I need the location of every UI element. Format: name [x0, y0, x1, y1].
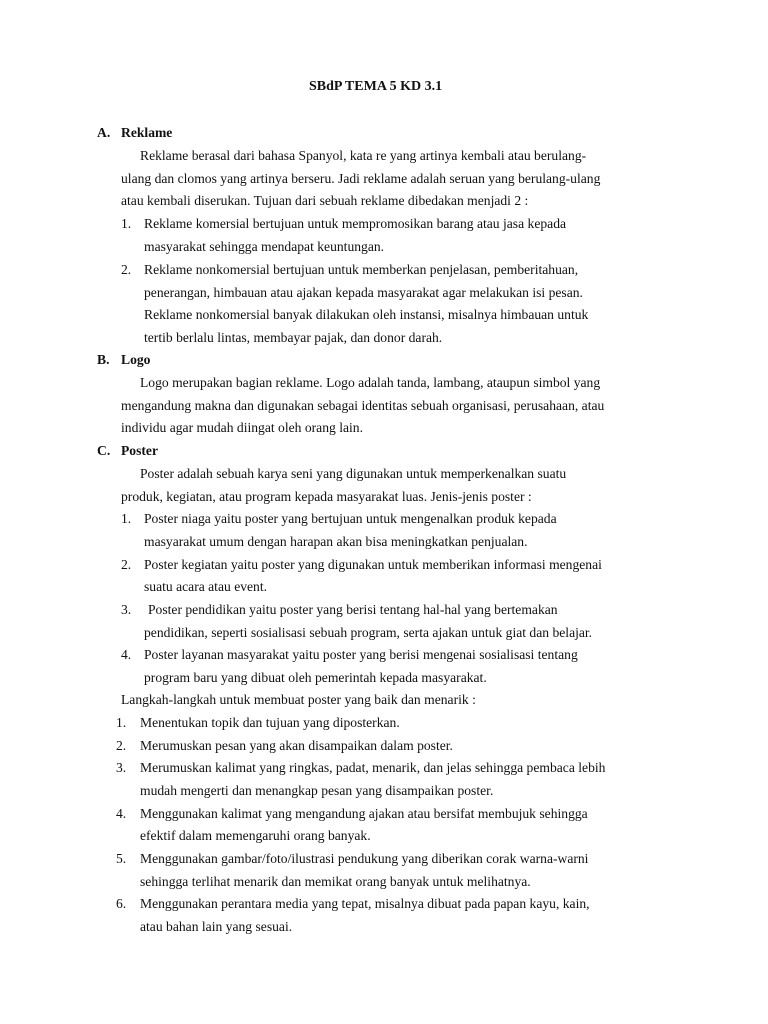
paragraph-line: Reklame berasal dari bahasa Spanyol, kata re yang artinya kembali atau berulang- [140, 148, 587, 163]
list-number: 4. [121, 647, 132, 662]
list-number: 2. [121, 557, 132, 572]
section-a-heading: Reklame [121, 125, 173, 140]
list-item-line: Reklame komersial bertujuan untuk mempromosikan barang atau jasa kepada [144, 216, 567, 231]
section-a-marker: A. [97, 125, 111, 140]
list-item-line: Poster niaga yaitu poster yang bertujuan untuk mengenalkan produk kepada [144, 511, 557, 526]
paragraph-line: produk, kegiatan, atau program kepada masyarakat luas. Jenis-jenis poster : [121, 489, 532, 504]
paragraph-line: individu agar mudah diingat oleh orang lain. [121, 420, 363, 435]
paragraph-line: Poster adalah sebuah karya seni yang digunakan untuk memperkenalkan suatu [140, 466, 567, 481]
list-item-line: Reklame nonkomersial banyak dilakukan oleh instansi, misalnya himbauan untuk [144, 307, 589, 322]
list-item-line: Poster kegiatan yaitu poster yang digunakan untuk memberikan informasi mengenai [144, 557, 602, 572]
list-number: 1. [121, 511, 132, 526]
list-item-line: tertib berlalu lintas, membayar pajak, dan donor darah. [144, 330, 443, 345]
section-c-marker: C. [97, 443, 111, 458]
list-number: 1. [116, 715, 127, 730]
list-item-line: Poster pendidikan yaitu poster yang berisi tentang hal-hal yang bertemakan [148, 602, 558, 617]
list-number: 2. [121, 262, 132, 277]
list-item-line: suatu acara atau event. [144, 579, 268, 594]
steps-intro: Langkah-langkah untuk membuat poster yang baik dan menarik : [121, 692, 476, 707]
list-number: 2. [116, 738, 127, 753]
list-item-line: mudah mengerti dan menangkap pesan yang disampaikan poster. [140, 783, 494, 798]
list-number: 3. [121, 602, 132, 617]
list-item-line: Merumuskan pesan yang akan disampaikan dalam poster. [140, 738, 453, 753]
list-number: 3. [116, 760, 127, 775]
paragraph-line: atau kembali diserukan. Tujuan dari sebuah reklame dibedakan menjadi 2 : [121, 193, 529, 208]
list-item-line: Menentukan topik dan tujuan yang diposterkan. [140, 715, 400, 730]
paragraph-line: ulang dan clomos yang artinya berseru. Jadi reklame adalah seruan yang berulang-ulang [121, 171, 601, 186]
list-item-line: efektif dalam memengaruhi orang banyak. [140, 828, 371, 843]
list-item-line: Menggunakan gambar/foto/ilustrasi pendukung yang diberikan corak warna-warni [140, 851, 589, 866]
list-item-line: Poster layanan masyarakat yaitu poster yang berisi mengenai sosialisasi tentang [144, 647, 578, 662]
list-item-line: pendidikan, seperti sosialisasi sebuah program, serta ajakan untuk giat dan belajar. [144, 625, 593, 640]
list-number: 4. [116, 806, 127, 821]
list-item-line: atau bahan lain yang sesuai. [140, 919, 293, 934]
section-c-heading: Poster [121, 443, 158, 458]
section-b-marker: B. [97, 352, 110, 367]
list-number: 1. [121, 216, 132, 231]
list-item-line: program baru yang dibuat oleh pemerintah kepada masyarakat. [144, 670, 487, 685]
list-item-line: Menggunakan kalimat yang mengandung ajakan atau bersifat membujuk sehingga [140, 806, 588, 821]
list-item-line: Menggunakan perantara media yang tepat, misalnya dibuat pada papan kayu, kain, [140, 896, 590, 911]
list-number: 5. [116, 851, 127, 866]
list-item-line: sehingga terlihat menarik dan memikat orang banyak untuk melihatnya. [140, 874, 531, 889]
paragraph-line: mengandung makna dan digunakan sebagai identitas sebuah organisasi, perusahaan, atau [121, 398, 605, 413]
list-number: 6. [116, 896, 127, 911]
paragraph-line: Logo merupakan bagian reklame. Logo adalah tanda, lambang, ataupun simbol yang [140, 375, 601, 390]
list-item-line: penerangan, himbauan atau ajakan kepada masyarakat agar melakukan isi pesan. [144, 285, 583, 300]
list-item-line: Reklame nonkomersial bertujuan untuk memberkan penjelasan, pemberitahuan, [144, 262, 579, 277]
list-item-line: masyarakat umum dengan harapan akan bisa meningkatkan penjualan. [144, 534, 528, 549]
document-title: SBdP TEMA 5 KD 3.1 [309, 79, 443, 94]
list-item-line: Merumuskan kalimat yang ringkas, padat, menarik, dan jelas sehingga pembaca lebih [140, 760, 606, 775]
list-item-line: masyarakat sehingga mendapat keuntungan. [144, 239, 385, 254]
section-b-heading: Logo [121, 352, 151, 367]
